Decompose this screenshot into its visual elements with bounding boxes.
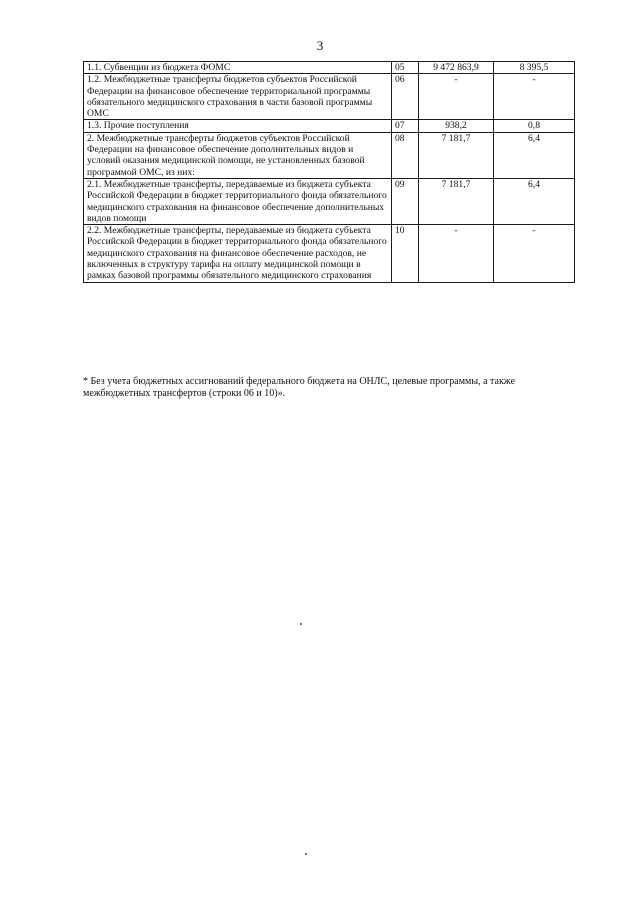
table-row [84,132,575,178]
row-code: 09 [392,178,419,224]
row-value-1: 9 472 863,9 [419,62,494,74]
row-code: 08 [392,132,419,178]
table-row [84,62,575,74]
table-row [84,74,575,120]
row-value-2: - [494,225,575,282]
row-code: 06 [392,74,419,120]
row-name: 2. Межбюджетные трансферты бюджетов субъектов Российской Федерации на финансовое обеспечение дополнительных видов и условий оказания медицинской помощи, не установленных базовой программой ОМС, из них: [84,132,392,178]
row-name: 1.2. Межбюджетные трансферты бюджетов субъектов Российской Федерации на финансовое обеспечение территориальной программы обязательного медицинского страхования в части базовой программы ОМС [84,74,392,120]
row-code: 07 [392,120,419,132]
row-name: 1.3. Прочие поступления [84,120,392,132]
row-code: 10 [392,225,419,282]
row-value-2: 8 395,5 [494,62,575,74]
row-value-2: 0,8 [494,120,575,132]
row-value-2: 6,4 [494,178,575,224]
table-row [84,120,575,132]
row-value-1: 938,2 [419,120,494,132]
row-value-1: 7 181,7 [419,132,494,178]
row-name: 1.1. Субвенции из бюджета ФОМС [84,62,392,74]
row-name: 2.2. Межбюджетные трансферты, передаваемые из бюджета субъекта Российской Федерации в бюджет территориального фонда обязательного медицинского страхования на финансовое обеспечение расходов, не включенных в структуру тарифа на оплату медицинской помощи в рамках базовой программы обязательного медицинского страхования [84,225,392,282]
footnote: * Без учета бюджетных ассигнований федерального бюджета на ОНЛС, целевые программы, а также межбюджетных трансфертов (строки 06 и 10)». [83,376,516,399]
table-row [84,178,575,224]
table-row [84,225,575,282]
financing-table [83,61,575,283]
row-value-2: - [494,74,575,120]
row-value-1: - [419,74,494,120]
row-code: 05 [392,62,419,74]
scan-speck [300,623,302,625]
row-value-2: 6,4 [494,132,575,178]
row-value-1: 7 181,7 [419,178,494,224]
page-number: 3 [316,38,324,53]
row-name: 2.1. Межбюджетные трансферты, передаваемые из бюджета субъекта Российской Федерации в бюджет территориального фонда обязательного медицинского страхования на финансовое обеспечение дополнительных видов помощи [84,178,392,224]
scan-speck [305,853,307,855]
row-value-1: - [419,225,494,282]
